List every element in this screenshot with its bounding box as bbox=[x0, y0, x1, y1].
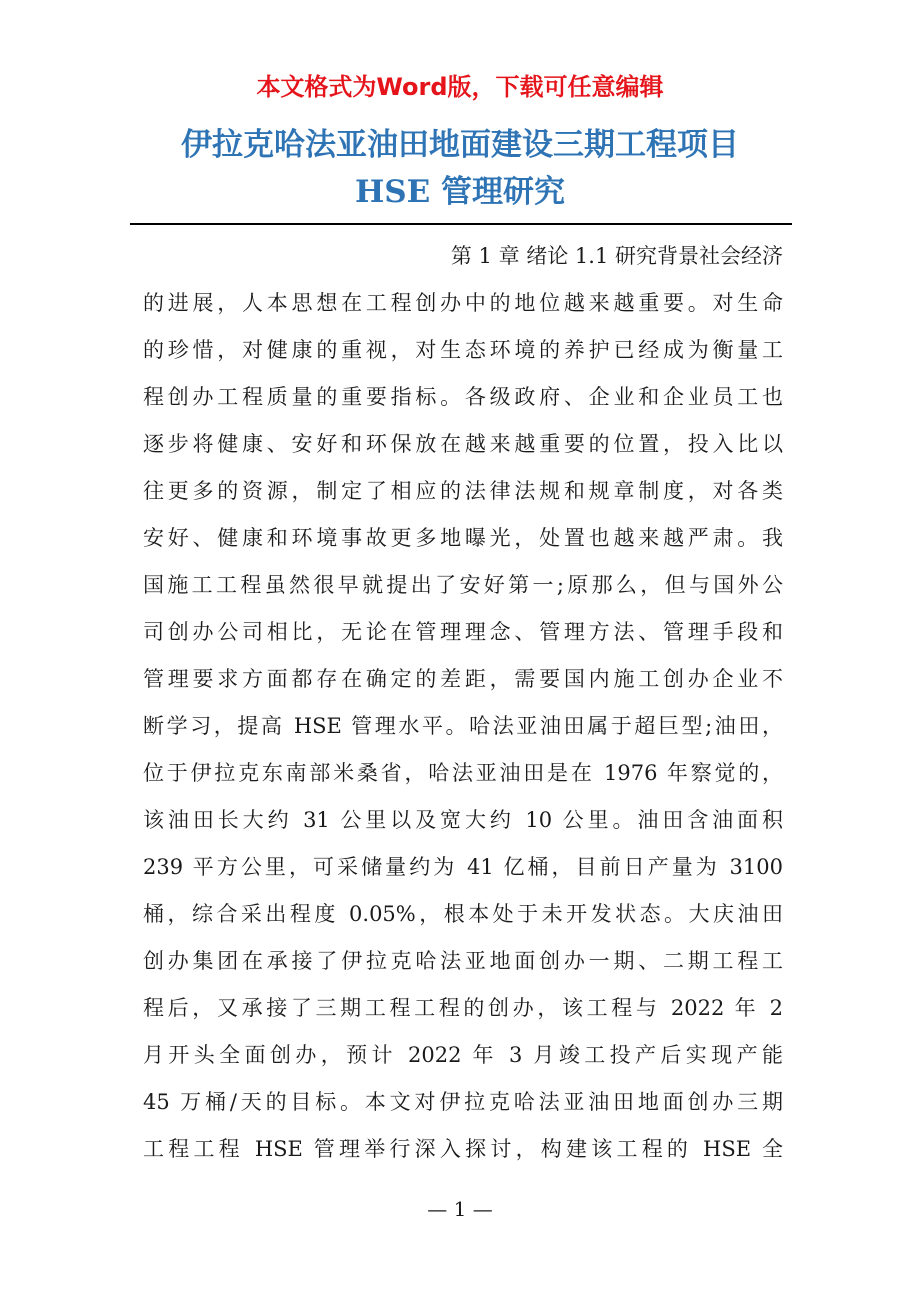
body-line: 239 平方公里，可采储量约为 41 亿桶，目前日产量为 3100 bbox=[143, 855, 783, 879]
body-line: 的进展，人本思想在工程创办中的地位越来越重要。对生命 bbox=[143, 291, 783, 315]
body-paragraph bbox=[143, 233, 783, 1173]
document-title-line-1: 伊拉克哈法亚油田地面建设三期工程项目 bbox=[181, 127, 739, 163]
body-line: 国施工工程虽然很早就提出了安好第一;原那么，但与国外公 bbox=[143, 573, 783, 597]
body-line: 司创办公司相比，无论在管理理念、管理方法、管理手段和 bbox=[143, 620, 783, 644]
body-line: 位于伊拉克东南部米桑省，哈法亚油田是在 1976 年察觉的， bbox=[143, 761, 783, 785]
page-number: — 1 — bbox=[427, 1197, 493, 1221]
body-line: 桶，综合采出程度 0.05%，根本处于未开发状态。大庆油田 bbox=[143, 902, 783, 926]
body-line: 往更多的资源，制定了相应的法律法规和规章制度，对各类 bbox=[143, 479, 783, 503]
body-line: 创办集团在承接了伊拉克哈法亚地面创办一期、二期工程工 bbox=[143, 949, 783, 973]
body-line: 第 1 章 绪论 1.1 研究背景社会经济 bbox=[450, 244, 783, 268]
body-line: 安好、健康和环境事故更多地曝光，处置也越来越严肃。我 bbox=[143, 526, 783, 550]
body-line: 工程工程 HSE 管理举行深入探讨，构建该工程的 HSE 全 bbox=[143, 1137, 783, 1161]
document-title-line-2: HSE 管理研究 bbox=[354, 174, 566, 210]
body-line: 程创办工程质量的重要指标。各级政府、企业和企业员工也 bbox=[143, 385, 783, 409]
body-line: 月开头全面创办，预计 2022 年 3 月竣工投产后实现产能 bbox=[143, 1043, 783, 1067]
body-line: 管理要求方面都存在确定的差距，需要国内施工创办企业不 bbox=[143, 667, 783, 691]
body-line: 逐步将健康、安好和环保放在越来越重要的位置，投入比以 bbox=[143, 432, 783, 456]
format-notice-banner: 本文格式为Word版，下载可任意编辑 bbox=[256, 73, 664, 101]
body-line: 的珍惜，对健康的重视，对生态环境的养护已经成为衡量工 bbox=[143, 338, 783, 362]
body-line: 45 万桶/天的目标。本文对伊拉克哈法亚油田地面创办三期 bbox=[143, 1090, 783, 1114]
title-divider bbox=[130, 223, 792, 225]
body-line: 该油田长大约 31 公里以及宽大约 10 公里。油田含油面积 bbox=[143, 808, 783, 832]
body-line: 程后，又承接了三期工程工程的创办，该工程与 2022 年 2 bbox=[143, 996, 783, 1020]
body-line: 断学习，提高 HSE 管理水平。哈法亚油田属于超巨型;油田， bbox=[143, 714, 783, 738]
